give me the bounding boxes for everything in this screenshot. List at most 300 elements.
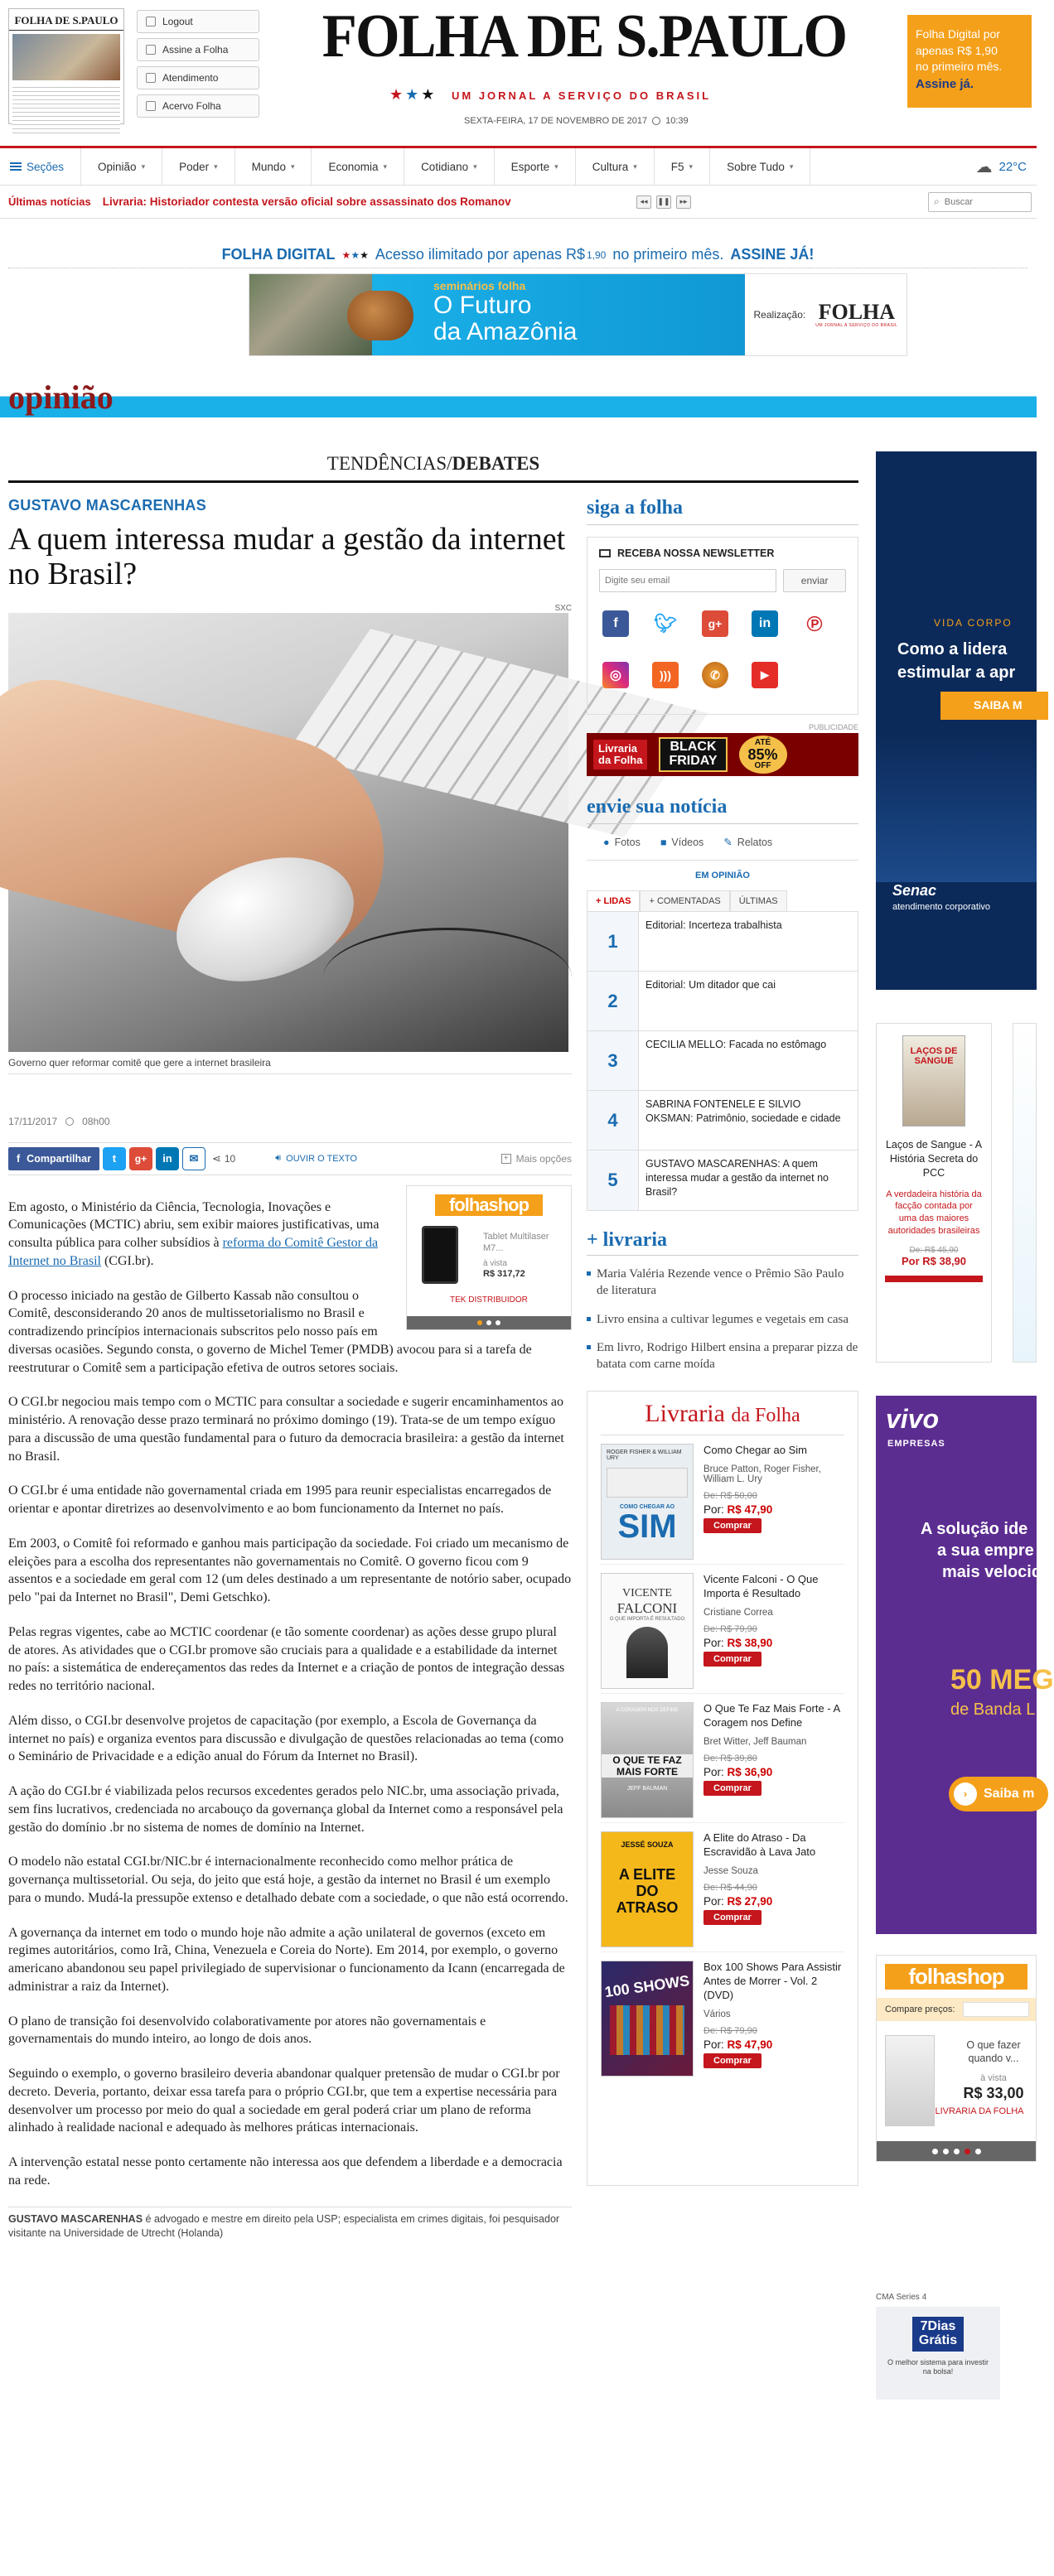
- banner-realizacao: Realização:: [753, 309, 806, 321]
- book-icon: [146, 101, 156, 111]
- pinterest-icon[interactable]: ℗: [801, 610, 828, 637]
- book-ad-bar: [885, 1276, 983, 1282]
- compare-input[interactable]: [963, 2002, 1029, 2017]
- book-item[interactable]: [601, 1565, 844, 1694]
- video-icon: ■: [660, 836, 667, 848]
- book-title: O Que Te Faz Mais Forte - A Coragem nos Define: [703, 1702, 840, 1729]
- send-reports-link[interactable]: [723, 836, 772, 848]
- livraria-brand2: da Folha: [731, 1405, 800, 1427]
- livraria-box: [587, 1391, 858, 2186]
- promo-line1: Folha Digital por: [916, 27, 1000, 41]
- chevron-down-icon: ▾: [141, 162, 146, 171]
- search-input[interactable]: [945, 197, 1019, 207]
- bio-text: é advogado e mestre em direito pela USP; especialista em crimes digitais, foi pesquisador visitante na Universidade de Utrecht (Holanda): [8, 2212, 560, 2240]
- digital-subscription-bar[interactable]: [8, 242, 1027, 268]
- googleplus-icon[interactable]: g+: [702, 610, 728, 637]
- archive-label: Acervo Folha: [162, 100, 221, 112]
- mouse-cable: [323, 928, 572, 1027]
- book-ad-next[interactable]: [1013, 1023, 1037, 1363]
- sections-label: Seções: [27, 160, 65, 173]
- buy-button[interactable]: Comprar: [703, 1781, 761, 1796]
- price-label: Por:: [703, 1766, 728, 1779]
- nav-item-cotidiano[interactable]: [404, 148, 495, 185]
- bf-discount: [739, 736, 787, 774]
- chevron-down-icon: ▾: [214, 162, 218, 171]
- article-paragraph: A governança da internet em todo o mundo hoje não admite a ação unilateral de governos (exceto em regimes autoritários, como Irã, China, Venezuela e Coreia do Norte). Em 2014, por exemplo, o governo americano abandonou seu papel privilegiado de supervisionar o funcionamento da Icann (encarregada de administrar a raiz da Internet).: [8, 1925, 565, 1994]
- vivo-speed: 50 MEG: [950, 1664, 1054, 1696]
- newsletter-header: [599, 548, 846, 559]
- book-old-price: De: R$ 79,90: [703, 2025, 757, 2036]
- book-item[interactable]: [601, 1952, 844, 2082]
- mini-front-page-image: [12, 34, 120, 80]
- more-options-button[interactable]: [501, 1153, 572, 1165]
- buy-button[interactable]: Comprar: [703, 1910, 761, 1925]
- compare-bar: [877, 1998, 1036, 2021]
- article-meta: [8, 1116, 572, 1127]
- price-value: R$ 36,90: [727, 1766, 773, 1779]
- bf-pct: 85%: [747, 746, 778, 763]
- share-count-icon: ⋖: [211, 1151, 221, 1165]
- news-ticker: [0, 186, 1037, 219]
- book-old-price: De: R$ 50,00: [703, 1491, 757, 1502]
- folhashop-widget[interactable]: [876, 1955, 1037, 2162]
- paragraph-text: (CGI.br).: [100, 1253, 154, 1268]
- facebook-icon: f: [17, 1152, 21, 1165]
- bf-black: BLACK: [670, 740, 717, 755]
- price-value: R$ 38,90: [727, 1637, 773, 1650]
- price-label: Por:: [703, 1637, 728, 1650]
- book-item[interactable]: [601, 1823, 844, 1952]
- senac-ad[interactable]: [876, 451, 1037, 990]
- vivo-line3: mais velocid: [942, 1563, 1042, 1581]
- book-author: Cristiane Correa: [703, 1608, 773, 1618]
- subheader-a: TENDÊNCIAS/: [326, 453, 452, 474]
- price-value: R$ 47,90: [727, 2038, 773, 2051]
- plus-icon: +: [501, 1154, 511, 1164]
- mini-logo-thumbnail[interactable]: [8, 8, 124, 124]
- tablet-image: [422, 1226, 458, 1284]
- cma-ad[interactable]: [876, 2293, 1000, 2400]
- vivo-brand: vivo: [886, 1404, 940, 1434]
- nav-label: Opinião: [98, 160, 137, 173]
- book-cover-image: [601, 1573, 694, 1689]
- book-info: [703, 1573, 844, 1693]
- price-value: R$ 47,90: [727, 1503, 773, 1517]
- cover-text: COMO CHEGAR AO: [619, 1504, 675, 1511]
- photo-caption: Governo quer reformar comitê que gere a internet brasileira: [8, 1052, 572, 1074]
- rank-number: 3: [587, 1031, 639, 1090]
- article-paragraph: O CGI.br negociou mais tempo com o MCTIC para consultar a sociedade e sugerir encaminhamentos ao ministério. A renovação desse prazo terminará no próximo domingo (19). Trata-se de um tempo exíguo para a discussão de uma questão fundamental para o futuro da democracia brasileira: a gestão da internet no Brasil.: [8, 1395, 564, 1464]
- banner-title1: O Futuro: [433, 292, 532, 319]
- cover-text: O QUE TE FAZ MAIS FORTE: [602, 1754, 693, 1778]
- cover-text: O QUE IMPORTA É RESULTADO: [609, 1617, 685, 1623]
- book-author: Vários: [703, 2009, 731, 2019]
- nav-item-poder[interactable]: [162, 148, 235, 185]
- banner-folha-text: FOLHA: [818, 300, 896, 324]
- bf-title: [659, 737, 727, 772]
- em-opiniao-label: EM OPINIÃO: [694, 871, 750, 880]
- book-info: [703, 1444, 844, 1564]
- bf-livraria-logo: [593, 740, 647, 770]
- cover-text: FALCONI: [616, 1600, 678, 1617]
- send-videos-link[interactable]: [660, 836, 703, 848]
- folhashop-footer: TEK DISTRIBUIDOR: [450, 1295, 528, 1305]
- hamburger-icon: [10, 162, 22, 171]
- youtube-icon[interactable]: ▶: [752, 662, 778, 688]
- next-icon[interactable]: ▸▸: [676, 195, 691, 209]
- nav-label: Economia: [328, 160, 379, 173]
- book-ad-title: Laços de Sangue - A História Secreta do PCC: [885, 1139, 983, 1179]
- list-item[interactable]: [587, 1031, 858, 1091]
- bf-brand2: da Folha: [598, 754, 643, 766]
- vivo-ad[interactable]: [876, 1396, 1054, 1934]
- folhashop-q: O que fazer quando v...: [966, 2039, 1021, 2065]
- cover-text: 100 SHOWS: [603, 1972, 691, 2001]
- inline-folhashop-widget[interactable]: [406, 1185, 572, 1330]
- book-cover-image: [601, 1444, 694, 1560]
- tab-most-commented[interactable]: + COMENTADAS: [640, 890, 729, 911]
- temperature: 22°C: [998, 159, 1027, 174]
- banner-sponsor: [745, 274, 907, 355]
- vivo-cta-label: Saiba m: [984, 1787, 1035, 1801]
- cma-box: [876, 2307, 1000, 2400]
- logout-label: Logout: [162, 16, 193, 27]
- promo-line3: no primeiro mês.: [916, 60, 1003, 74]
- whatsapp-icon[interactable]: ✆: [702, 662, 728, 688]
- arrow-icon: ›: [954, 1782, 977, 1806]
- nav-item-opiniao[interactable]: [81, 148, 162, 185]
- newsletter-submit-button[interactable]: enviar: [783, 569, 846, 592]
- article-paragraph: Pelas regras vigentes, cabe ao MCTIC coordenar (e tão somente coordenar) as ações desse grupo plural de atores. As atividades que o CGI.br promove são cruciais para a qualidade e a estabilidade da internet no país: a sistemática de endereçamentos das redes da Internet e a criação de pontos de integração dessas redes no território nacional.: [8, 1624, 565, 1694]
- share-count: 10: [224, 1152, 236, 1165]
- book-ad-cover-title: LAÇOS DE SANGUE: [910, 1046, 958, 1066]
- vivo-cta[interactable]: [949, 1777, 1048, 1811]
- search-box[interactable]: [928, 192, 1032, 212]
- facebook-icon[interactable]: f: [602, 610, 629, 637]
- article: [8, 497, 572, 2241]
- banner-blue-panel: [372, 274, 745, 355]
- cloud-sun-icon: ☁: [975, 157, 993, 176]
- newsletter-box: [587, 537, 858, 715]
- banner-folha-sub: UM JORNAL A SERVIÇO DO BRASIL: [815, 323, 898, 328]
- share-label: Compartilhar: [27, 1152, 91, 1165]
- instagram-icon[interactable]: ◎: [602, 662, 629, 688]
- cover-text: JESSÉ SOUZA: [621, 1840, 674, 1850]
- banner-kicker: seminários folha: [433, 279, 526, 292]
- bf-friday: FRIDAY: [669, 754, 718, 768]
- carousel-dots[interactable]: [407, 1316, 571, 1329]
- article-time: 08h00: [82, 1115, 110, 1127]
- folhashop-widget-logo: folhashop: [885, 1964, 1027, 1990]
- book-cover-image: [601, 1961, 694, 2077]
- book-price: [703, 1895, 844, 1908]
- folhashop-logo: folhashop: [435, 1194, 543, 1216]
- banner-title2: da Amazônia: [433, 317, 578, 345]
- rank-number: 5: [587, 1151, 639, 1210]
- article-paragraph: A intervenção estatal nesse ponto certamente não interessa aos que defendem a liberdade e a democracia na rede.: [8, 2155, 563, 2188]
- send-photos-label: Fotos: [614, 836, 641, 848]
- book-ad-cover: [902, 1035, 965, 1126]
- sidebar: [587, 497, 858, 2186]
- nav-item-cultura[interactable]: [576, 148, 655, 185]
- book-info: [703, 1961, 844, 2082]
- logout-button[interactable]: [137, 10, 259, 33]
- nav-label: Cotidiano: [421, 160, 469, 173]
- nav-label: Mundo: [251, 160, 286, 173]
- ticker-headline[interactable]: Livraria: Historiador contesta versão oficial sobre assassinato dos Romanov: [102, 195, 511, 208]
- author-bio: [8, 2207, 572, 2241]
- time-text: 10:39: [665, 116, 689, 126]
- bf-off: OFF: [754, 761, 771, 770]
- list-item[interactable]: Livro ensina a cultivar legumes e vegetais em casa: [587, 1311, 858, 1328]
- nav-label: Esporte: [510, 160, 550, 173]
- subheader-b: DEBATES: [452, 453, 540, 474]
- listen-label: OUVIR O TEXTO: [286, 1153, 357, 1164]
- newsletter-title: RECEBA NOSSA NEWSLETTER: [617, 548, 775, 559]
- more-options-label: Mais opções: [515, 1152, 572, 1165]
- nav-item-f5[interactable]: [655, 148, 710, 185]
- section-bar: [0, 379, 1037, 417]
- subscribe-button[interactable]: [137, 38, 259, 61]
- book-info: [703, 1702, 844, 1822]
- chevron-down-icon: ▾: [473, 162, 477, 171]
- vivo-line1: A solução ide: [921, 1520, 1028, 1538]
- book-ad-price: Por R$ 38,90: [901, 1255, 967, 1267]
- rank-number: 2: [587, 972, 639, 1030]
- list-item[interactable]: [587, 1151, 858, 1210]
- googleplus-share-icon[interactable]: g+: [129, 1147, 152, 1170]
- most-tabs: [587, 890, 858, 911]
- livraria-logo[interactable]: [601, 1400, 844, 1435]
- mais-livraria-title: + livraria: [587, 1229, 858, 1256]
- nav-item-esporte[interactable]: [495, 148, 576, 185]
- livraria-news-list: [587, 1266, 858, 1372]
- book-price: [703, 2038, 844, 2051]
- compare-label: Compare preços:: [885, 2004, 955, 2014]
- senac-people-image: [876, 733, 1037, 882]
- chevron-down-icon: ▾: [789, 162, 794, 171]
- cover-text: A ELITE DO ATRASO: [616, 1866, 679, 1916]
- support-label: Atendimento: [162, 72, 219, 84]
- publicidade-label: PUBLICIDADE: [808, 723, 858, 731]
- folhashop-price: R$ 317,72: [483, 1268, 525, 1279]
- tab-most-read[interactable]: + LIDAS: [587, 890, 640, 911]
- book-price: [703, 1766, 844, 1778]
- prev-icon[interactable]: ◂◂: [636, 195, 651, 209]
- price-label: Por:: [703, 2038, 728, 2051]
- ticker-controls: [636, 195, 691, 209]
- book-ad-laços[interactable]: [876, 1023, 992, 1363]
- buy-button[interactable]: Comprar: [703, 2053, 761, 2068]
- banner-folha-logo: [815, 301, 897, 328]
- senac-line3: estimular a apr: [897, 663, 1016, 682]
- senac-brand: Senac: [892, 882, 937, 899]
- article-paragraph: A ação do CGI.br é viabilizada pelos recursos excedentes gerados pelo NIC.br, uma associação privada, sem fins lucrativos, credenciada no arcabouço da governança global da Internet como a responsável pela gestão do domínio .br no sistema de nomes de domínio na Internet.: [8, 1784, 563, 1835]
- cgi-reform-link[interactable]: reforma do Comitê Gestor da Internet no Brasil: [8, 1236, 379, 1268]
- book-old-price: De: R$ 79,90: [703, 1624, 757, 1635]
- mini-logo-text: FOLHA DE S.PAULO: [9, 9, 123, 31]
- list-item[interactable]: [587, 1091, 858, 1151]
- main-nav: [0, 146, 1037, 186]
- senac-logo: [892, 882, 936, 900]
- linkedin-icon[interactable]: in: [752, 610, 778, 637]
- chevron-down-icon: ▾: [633, 162, 637, 171]
- cma-logo1: 7Dias: [920, 2319, 956, 2333]
- article-author-kicker[interactable]: GUSTAVO MASCARENHAS: [8, 497, 207, 514]
- cover-text: A CORAGEM NOS DEFINE: [616, 1708, 679, 1714]
- digital-brand: FOLHA DIGITAL: [221, 246, 336, 263]
- senac-line1: VIDA CORPO: [934, 617, 1013, 629]
- vivo-sub: EMPRESAS: [887, 1439, 945, 1449]
- nav-item-mundo[interactable]: [235, 148, 312, 185]
- nav-label: Poder: [179, 160, 210, 173]
- tagline: UM JORNAL A SERVIÇO DO BRASIL: [452, 89, 712, 102]
- digital-text: Acesso ilimitado por apenas R$: [375, 246, 585, 263]
- folhashop-store: LIVRARIA DA FOLHA: [935, 2106, 1024, 2116]
- ticker-label: Últimas notícias: [8, 195, 91, 208]
- book-item[interactable]: [601, 1694, 844, 1823]
- bio-name: GUSTAVO MASCARENHAS: [8, 2212, 143, 2225]
- pause-icon[interactable]: ❚❚: [656, 195, 671, 209]
- rank-number: 4: [587, 1091, 639, 1150]
- buy-button[interactable]: Comprar: [703, 1652, 761, 1667]
- email-share-icon[interactable]: ✉: [182, 1147, 205, 1170]
- user-icon: [146, 17, 156, 27]
- cma-logo2: Grátis: [918, 2332, 958, 2347]
- price-label: Por:: [703, 1503, 728, 1517]
- support-button[interactable]: [137, 66, 259, 89]
- newsletter-email-input[interactable]: [599, 569, 776, 592]
- search-icon: ⌕: [934, 195, 940, 207]
- book-price: [703, 1503, 844, 1516]
- book-title: Como Chegar ao Sim: [703, 1444, 807, 1457]
- date-line: [464, 116, 689, 126]
- amazon-seminar-banner[interactable]: [249, 273, 907, 356]
- check-icon: [146, 45, 156, 55]
- article-paragraph: O CGI.br é uma entidade não governamental criada em 1995 para reunir especialistas encarregados de orientar e apontar diretrizes ao desenvolvimento e ao bom funcionamento da Internet no país.: [8, 1483, 552, 1517]
- camera-icon: ●: [603, 836, 610, 848]
- clock-icon: [65, 1117, 74, 1126]
- digital-stars: ★★★: [341, 248, 369, 261]
- article-paragraph: O processo iniciado na gestão de Gilberto Kassab não consultou o Comitê, desconsiderando 20 anos de multissetorialismo no Brasil e contradizendo princípios internacionais subscritos pelo nosso país em diversas ocasiões. Segundo consta, o governo de Michel Temer (PMDB) avocou para si a tarefa de reestruturar o Comitê sem a participação efetiva de outros setores sociais.: [8, 1288, 532, 1375]
- digital-cta: ASSINE JÁ!: [730, 246, 815, 263]
- cover-text: JEFF BAUMAN: [626, 1786, 668, 1792]
- rank-headline: GUSTAVO MASCARENHAS: A quem interessa mudar a gestão da internet no Brasil?: [645, 1158, 829, 1198]
- bf-ate: ATÉ: [754, 738, 771, 747]
- twitter-icon[interactable]: 🐦︎: [652, 610, 679, 637]
- cma-text: O melhor sistema para investir na bolsa!: [887, 2357, 989, 2376]
- linkedin-share-icon[interactable]: in: [156, 1147, 179, 1170]
- rank-headline: Editorial: Incerteza trabalhista: [645, 919, 782, 931]
- digital-price: 1,90: [586, 248, 607, 261]
- listen-button[interactable]: [275, 1153, 357, 1164]
- senac-cta[interactable]: SAIBA M: [940, 692, 1048, 720]
- banner-cacao-image: [347, 291, 413, 340]
- list-item[interactable]: [587, 912, 858, 972]
- price-label: Por:: [703, 1895, 728, 1908]
- nav-label: Sobre Tudo: [727, 160, 785, 173]
- newsletter-form: [599, 569, 846, 592]
- sections-menu-button[interactable]: [0, 148, 81, 185]
- folhashop-avista: à vista: [483, 1258, 507, 1268]
- tab-latest[interactable]: ÚLTIMAS: [730, 890, 787, 911]
- chevron-down-icon: ▾: [383, 162, 388, 171]
- nav-item-sobre-tudo[interactable]: [710, 148, 810, 185]
- folhashop-product: Tablet Multilaser M7...: [483, 1231, 549, 1253]
- book-item[interactable]: [601, 1435, 844, 1565]
- list-item[interactable]: Maria Valéria Rezende vence o Prêmio São Paulo de literatura: [587, 1266, 858, 1300]
- book-author: Bruce Patton, Roger Fisher, William L. Ury: [703, 1464, 821, 1485]
- siga-title: siga a folha: [587, 497, 858, 525]
- site-logo[interactable]: FOLHA DE S.PAULO: [322, 2, 847, 70]
- nav-label: Cultura: [592, 160, 629, 173]
- book-author: Bret Witter, Jeff Bauman: [703, 1737, 807, 1748]
- twitter-share-icon[interactable]: t: [103, 1147, 126, 1170]
- vivo-speed-sub: de Banda L: [950, 1700, 1036, 1719]
- list-item[interactable]: Em livro, Rodrigo Hilbert ensina a preparar pizza de batata com carne moída: [587, 1339, 858, 1373]
- archive-button[interactable]: [137, 94, 259, 118]
- chevron-down-icon: ▾: [689, 162, 694, 171]
- rank-headline: Editorial: Um ditador que cai: [645, 979, 776, 991]
- black-friday-ad[interactable]: [587, 733, 858, 776]
- weather-widget[interactable]: [975, 157, 1027, 177]
- send-photos-link[interactable]: [603, 836, 641, 848]
- article-paragraph: O modelo não estatal CGI.br/NIC.br é internacionalmente reconhecido como melhor prática de governança multissetorial. Ou seja, do jeito que está hoje, a gestão da internet no Brasil é um exemplo para o mundo. Mudá-la pressupõe extenso e detalhado debate com a sociedade, o que não está ocorrendo.: [8, 1855, 568, 1905]
- book-old-price: De: R$ 44,90: [703, 1883, 757, 1893]
- paragraph-text: Em agosto, o Ministério da Ciência, Tecnologia, Inovações e Comunicações (MCTIC) abriu, sem exibir maiores justificativas, uma consulta pública para colher subsídios à: [8, 1199, 380, 1251]
- date-text: SEXTA-FEIRA, 17 DE NOVEMBRO DE 2017: [464, 116, 648, 126]
- account-buttons: [137, 10, 259, 123]
- article-paragraph: O plano de transição foi desenvolvido colaborativamente por atores não governamentais e governamentais do mundo inteiro, ao longo de dois anos.: [8, 2014, 486, 2047]
- section-subheader[interactable]: [8, 453, 858, 483]
- list-item[interactable]: [587, 972, 858, 1031]
- cma-label: CMA Series 4: [876, 2293, 927, 2302]
- nav-item-economia[interactable]: [312, 148, 404, 185]
- share-bar: [8, 1142, 572, 1175]
- rank-headline: SABRINA FONTENELE E SILVIO OKSMAN: Patrimônio, sociedade e cidade: [645, 1098, 841, 1124]
- cover-text: VICENTE: [622, 1587, 672, 1600]
- vivo-line2: a sua empre: [937, 1541, 1034, 1560]
- book-ad-desc: A verdadeira história da facção contada por uma das maiores autoridades brasileiras: [886, 1189, 982, 1237]
- book-title: A Elite do Atraso - Da Escravidão à Lava Jato: [703, 1831, 816, 1859]
- cover-text: ROGER FISHER & WILLIAM URY: [607, 1450, 682, 1462]
- rank-headline: CECILIA MELLO: Facada no estômago: [645, 1039, 827, 1050]
- book-author: Jesse Souza: [703, 1866, 758, 1877]
- envie-title: envie sua notícia: [587, 796, 858, 824]
- cma-logo: [912, 2317, 964, 2352]
- buy-button[interactable]: Comprar: [703, 1518, 761, 1533]
- mini-front-page-lines: [12, 84, 120, 133]
- facebook-share-button[interactable]: [8, 1147, 99, 1170]
- section-title[interactable]: opinião: [8, 379, 114, 416]
- subscribe-label: Assine a Folha: [162, 44, 229, 55]
- bf-brand1: Livraria: [598, 741, 637, 755]
- clock-icon: [652, 117, 660, 125]
- article-photo[interactable]: [8, 613, 568, 1052]
- book-info: [703, 1831, 844, 1951]
- book-cover-image: [601, 1702, 694, 1818]
- book-cover-image: [601, 1831, 694, 1947]
- senac-brand-sub: atendimento corporativo: [892, 902, 991, 912]
- send-reports-label: Relatos: [737, 836, 773, 848]
- digital-promo-box[interactable]: [907, 15, 1032, 108]
- rss-icon[interactable]: ))): [652, 662, 679, 688]
- article-date: 17/11/2017: [8, 1115, 58, 1127]
- carousel-dots[interactable]: [877, 2141, 1036, 2161]
- vivo-logo: [886, 1404, 939, 1435]
- book-old-price: De: R$ 39,80: [703, 1754, 757, 1764]
- article-title: A quem interessa mudar a gestão da internet no Brasil?: [8, 522, 566, 591]
